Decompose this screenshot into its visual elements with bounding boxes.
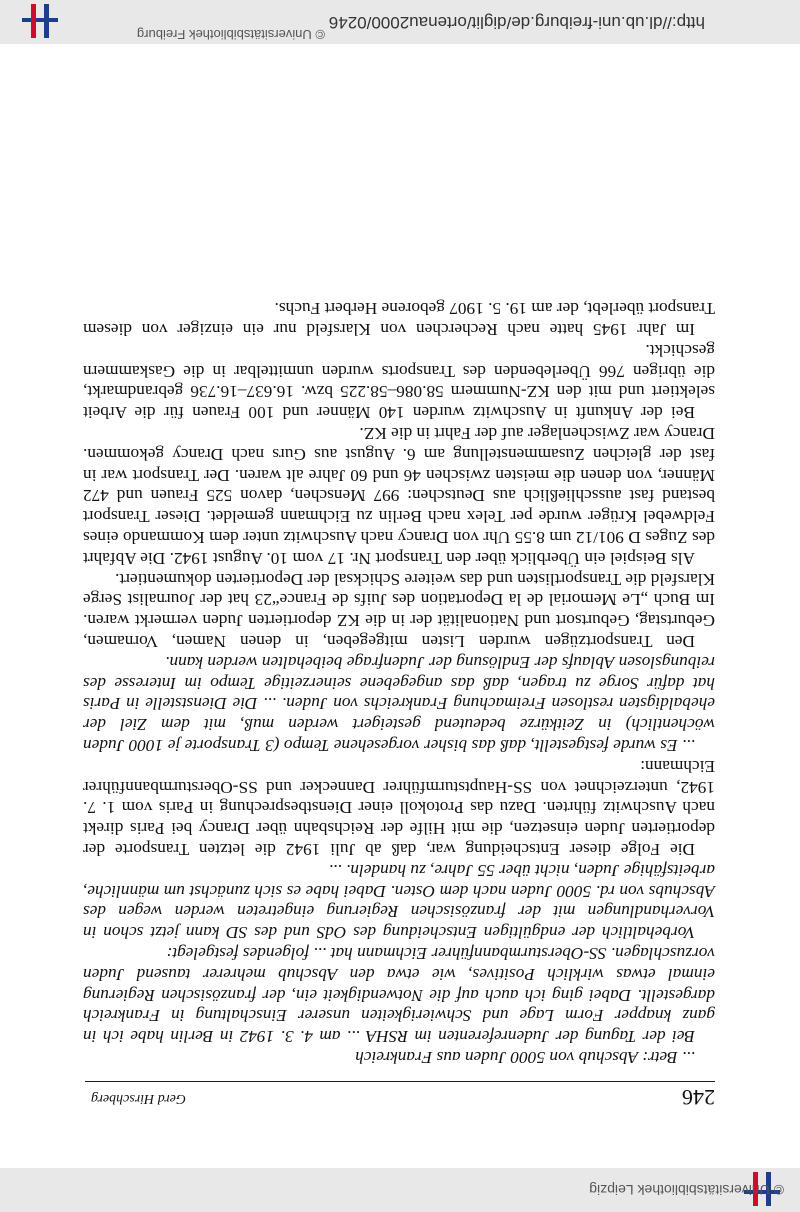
page-header bbox=[85, 1081, 715, 1112]
paragraph-5: ... Es wurde festgestellt, daß das bisher vorgesehene Tempo (3 Transporte je 1000 Juden wöchentlich) in Zeitkürze bedeutend gesteigert werden muß, mit dem Ziel der ehebaldigsten restlosen Freimachung Frankreichs von Juden. ... Die Dienststelle in Paris hat dafür Sorge zu tragen, daß das angegebene seinerzeitige Tempo im Interesse des reibungslosen Ablaufs der Endlösung der Judenfrage beibehalten werden kann. bbox=[83, 652, 715, 756]
running-head-author: Gerd Hirschberg bbox=[91, 1091, 187, 1106]
copyright-leipzig: © Universitätsbibliothek Leipzig bbox=[589, 1182, 784, 1198]
paragraph-4: Die Folge dieser Entscheidung war, daß ab Juli 1942 die letzten Transporte der deportierten Juden einsetzen, die mit Hilfe der Reichsbahn über Drancy bei Paris direkt nach Auschwitz führten. Dazu das Protokoll einer Dienstbesprechung in Paris vom 1. 7. 1942, unterzeichnet von SS-Hauptsturmführer Dannecker und SS-Obersturmbannführer Eichmann: bbox=[83, 756, 715, 860]
viewer-bottom-bar bbox=[0, 1168, 800, 1212]
page-body bbox=[83, 298, 715, 1067]
page-url-link[interactable]: http://dl.ub.uni-freiburg.de/diglit/ortenau2000/0246 bbox=[328, 13, 705, 32]
paragraph-1: ... Betr: Abschub von 5000 Juden aus Frankreich bbox=[355, 1048, 695, 1067]
page-number: 246 bbox=[682, 1085, 715, 1110]
paragraph-7: Als Beispiel ein Überblick über den Transport Nr. 17 vom 10. August 1942. Die Abfahrt des Zuges D 901/12 um 8.55 Uhr von Drancy nach Auschwitz unter dem Kommando eines Feldwebel Krüger wurde per Telex nach Berlin zu Eichmann gemeldet. Dieser Transport bestand fast ausschließlich aus Deutschen: 997 Menschen, davon 525 Frauen und 472 Männer, von denen die meisten zwischen 46 und 60 Jahre alt waren. Der Transport war in fast der gleichen Zusammenstellung am 6. August aus Gurs nach Drancy gekommen. Drancy war Zwischenlager auf der Fahrt in die KZ. bbox=[83, 424, 715, 568]
viewer-top-bar bbox=[0, 0, 800, 44]
paragraph-8: Bei der Ankunft in Auschwitz wurden 140 Männer und 100 Frauen für die Arbeit selektiert und mit den KZ-Nummern 58.086–58.225 bzw. 16.637–16.736 gebrandmarkt, die übrigen 766 Überlebenden des Transports wurden unmittelbar in die Gaskammern geschickt. bbox=[83, 340, 715, 423]
paragraph-2: Bei der Tagung der Judenreferenten im RSHA ... am 4. 3. 1942 in Berlin habe ich in ganz knapper Form Lage und Schwierigkeiten unserer Einschaltung in Frankreich dargestellt. Dabei ging ich auch auf die Notwendigkeit ein, der französischen Regierung einmal etwas wirklich Positives, wie etwa den Abschub mehrerer tausend Juden vorzuschlagen. SS-Obersturmbannführer Eichmann hat ... folgendes festgelegt: bbox=[83, 944, 715, 1047]
copyright-freiburg: © Universitätsbibliothek Freiburg bbox=[136, 27, 325, 42]
library-logo-icon bbox=[22, 4, 58, 38]
paragraph-6: Den Transportzügen wurden Listen mitgegeben, in denen Namen, Vornamen, Geburtstag, Geburtsort und Nationalität der in die KZ deportierten Juden vermerkt waren. Im Buch „Le Memorial de la Deportation des Juifs de France“23 hat der Journalist Serge Klarsfeld die Transportlisten und das weitere Schicksal der Deportierten dokumentiert. bbox=[83, 569, 715, 652]
paragraph-3: Vorbehaltlich der endgültigen Entscheidung des OdS und des SD kann jetzt schon in Vorverhandlungen mit der französischen Regierung eingetreten werden wegen des Abschubs von rd. 5000 Juden nach dem Osten. Dabei habe es sich zunächst um männliche, arbeitsfähige Juden, nicht über 55 Jahre, zu handeln. ... bbox=[83, 860, 715, 943]
paragraph-9: Im Jahr 1945 hatte nach Recherchen von Klarsfeld nur ein einziger von diesem Transport überlebt, der am 19. 5. 1907 geborene Herbert Fuchs. bbox=[83, 299, 715, 340]
